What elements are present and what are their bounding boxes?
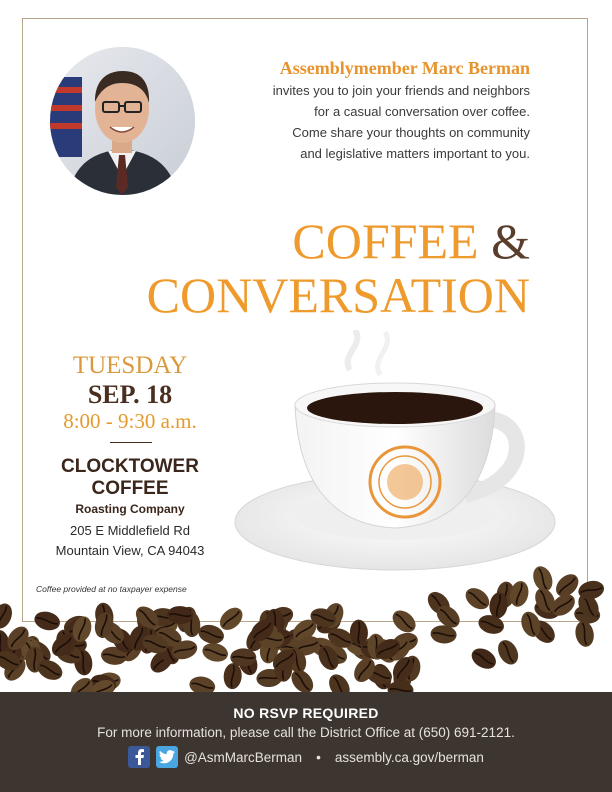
portrait-photo: [50, 47, 195, 195]
venue-line1: CLOCKTOWER: [61, 456, 199, 477]
host-name: Assemblymember Marc Berman: [279, 58, 530, 78]
separator-dot: •: [316, 749, 321, 765]
disclaimer-note: Coffee provided at no taxpayer expense: [36, 584, 187, 594]
social-row: [0, 746, 612, 768]
invite-line: and legislative matters important to you.: [300, 146, 530, 161]
venue-name: [40, 456, 220, 500]
venue-line2: COFFEE: [91, 478, 169, 499]
event-day: TUESDAY: [72, 352, 188, 379]
invite-line: for a casual conversation over coffee.: [314, 104, 530, 119]
venue-address: [40, 521, 220, 561]
social-handle[interactable]: @AsmMarcBerman: [184, 749, 303, 765]
website-link[interactable]: assembly.ca.gov/berman: [334, 749, 484, 765]
venue-subtitle: Roasting Company: [75, 502, 185, 516]
invite-line: Come share your thoughts on community: [292, 125, 530, 140]
address-line2: Mountain View, CA 94043: [55, 543, 205, 558]
footer: [0, 692, 612, 792]
event-date: SEP. 18: [87, 380, 173, 409]
invite-line: invites you to join your friends and neighbors: [272, 83, 530, 98]
coffee-beans-image: [0, 560, 612, 695]
invitation-text: [190, 80, 530, 164]
coffee-cup-illustration: [230, 330, 560, 590]
rsvp-notice: NO RSVP REQUIRED: [233, 705, 379, 721]
facebook-icon[interactable]: [128, 746, 150, 768]
twitter-icon[interactable]: [156, 746, 178, 768]
headline-ampersand: &: [491, 213, 530, 269]
divider: [110, 442, 152, 443]
event-time: 8:00 - 9:30 a.m.: [63, 409, 197, 433]
headline-coffee: COFFEE: [292, 213, 479, 269]
address-line1: 205 E Middlefield Rd: [70, 523, 190, 538]
headline-line1: [0, 212, 530, 270]
headline-line2: CONVERSATION: [146, 267, 530, 323]
contact-info: For more information, please call the District Office at (650) 691-2121.: [97, 725, 515, 740]
